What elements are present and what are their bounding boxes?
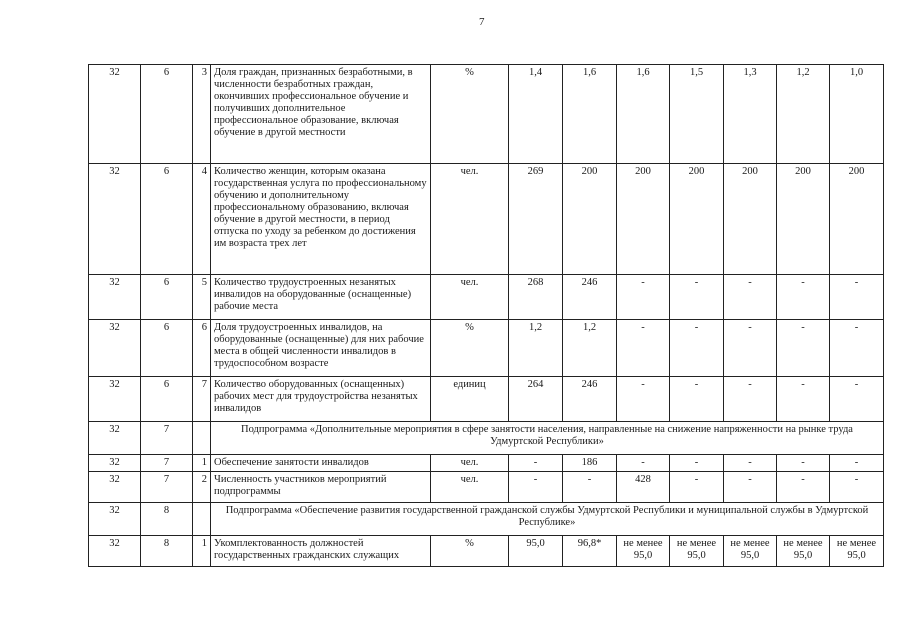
code-b: 6: [141, 320, 193, 377]
code-a: 32: [89, 455, 141, 472]
value-cell: -: [777, 320, 830, 377]
value-cell: 246: [563, 377, 617, 422]
code-b: 7: [141, 422, 193, 455]
code-b: 6: [141, 377, 193, 422]
indicator-name: Численность участников мероприятий подпрограммы: [211, 472, 431, 503]
unit-cell: чел.: [431, 455, 509, 472]
value-cell: -: [563, 472, 617, 503]
unit-cell: чел.: [431, 275, 509, 320]
code-a: 32: [89, 536, 141, 567]
value-cell: 186: [563, 455, 617, 472]
subprogram-row: [89, 503, 884, 536]
value-cell: 1,6: [617, 65, 670, 164]
code-b: 6: [141, 275, 193, 320]
code-c: 1: [193, 536, 211, 567]
value-cell: -: [617, 275, 670, 320]
value-cell: -: [777, 472, 830, 503]
code-c: 6: [193, 320, 211, 377]
code-a: 32: [89, 377, 141, 422]
value-cell: 1,0: [830, 65, 884, 164]
code-c: 7: [193, 377, 211, 422]
code-a: 32: [89, 320, 141, 377]
subprogram-row: [89, 422, 884, 455]
value-cell: -: [670, 472, 724, 503]
value-cell: -: [670, 377, 724, 422]
value-cell: 1,5: [670, 65, 724, 164]
code-b: 6: [141, 65, 193, 164]
value-cell: 428: [617, 472, 670, 503]
value-cell: 95,0: [509, 536, 563, 567]
value-cell: 269: [509, 164, 563, 275]
value-cell: -: [830, 455, 884, 472]
value-cell: не менее 95,0: [777, 536, 830, 567]
indicator-name: Количество трудоустроенных незанятых инвалидов на оборудованные (оснащенные) рабочие места: [211, 275, 431, 320]
value-cell: 264: [509, 377, 563, 422]
value-cell: -: [724, 455, 777, 472]
code-a: 32: [89, 422, 141, 455]
code-b: 7: [141, 472, 193, 503]
value-cell: -: [724, 320, 777, 377]
value-cell: -: [777, 377, 830, 422]
table-row: [89, 377, 884, 422]
value-cell: -: [509, 472, 563, 503]
indicator-name: Укомплектованность должностей государственных гражданских служащих: [211, 536, 431, 567]
value-cell: 1,2: [777, 65, 830, 164]
code-b: 8: [141, 503, 193, 536]
value-cell: 200: [724, 164, 777, 275]
value-cell: -: [617, 377, 670, 422]
value-cell: 200: [670, 164, 724, 275]
unit-cell: %: [431, 65, 509, 164]
code-c: 1: [193, 455, 211, 472]
value-cell: 1,3: [724, 65, 777, 164]
value-cell: 1,2: [563, 320, 617, 377]
value-cell: -: [670, 320, 724, 377]
table-row: [89, 536, 884, 567]
value-cell: -: [617, 455, 670, 472]
value-cell: 200: [777, 164, 830, 275]
page-number: 7: [479, 16, 485, 28]
subprogram-title: Подпрограмма «Дополнительные мероприятия в сфере занятости населения, направленные на снижение напряженности на рынке труда Удмуртской Республики»: [211, 422, 884, 455]
value-cell: -: [777, 275, 830, 320]
code-c: 3: [193, 65, 211, 164]
value-cell: -: [724, 472, 777, 503]
code-a: 32: [89, 472, 141, 503]
code-a: 32: [89, 503, 141, 536]
value-cell: -: [617, 320, 670, 377]
code-c: 2: [193, 472, 211, 503]
value-cell: 200: [563, 164, 617, 275]
value-cell: -: [830, 275, 884, 320]
value-cell: 1,6: [563, 65, 617, 164]
unit-cell: чел.: [431, 164, 509, 275]
indicator-name: Количество оборудованных (оснащенных) рабочих мест для трудоустройства незанятых инвалидов: [211, 377, 431, 422]
table-row: [89, 275, 884, 320]
table-row: [89, 164, 884, 275]
table-row: [89, 455, 884, 472]
value-cell: 200: [830, 164, 884, 275]
value-cell: -: [777, 455, 830, 472]
indicator-name: Доля трудоустроенных инвалидов, на оборудованные (оснащенные) для них рабочие места в общей численности инвалидов в трудоспособном возрасте: [211, 320, 431, 377]
value-cell: -: [670, 275, 724, 320]
value-cell: 1,2: [509, 320, 563, 377]
value-cell: не менее 95,0: [724, 536, 777, 567]
value-cell: 246: [563, 275, 617, 320]
indicator-name: Доля граждан, признанных безработными, в численности безработных граждан, окончивших профессиональное обучение и получивших дополнительное профессиональное образование, включая обучение в другой местности: [211, 65, 431, 164]
value-cell: не менее 95,0: [670, 536, 724, 567]
indicator-name: Количество женщин, которым оказана государственная услуга по профессиональному обучению и дополнительному профессиональному образованию, включая обучение в другой местности, в период отпуска по уходу за ребенком до достижения им возраста трех лет: [211, 164, 431, 275]
indicator-name: Обеспечение занятости инвалидов: [211, 455, 431, 472]
value-cell: 268: [509, 275, 563, 320]
value-cell: -: [509, 455, 563, 472]
code-a: 32: [89, 275, 141, 320]
code-c: [193, 422, 211, 455]
value-cell: -: [724, 377, 777, 422]
value-cell: 96,8*: [563, 536, 617, 567]
unit-cell: единиц: [431, 377, 509, 422]
code-b: 6: [141, 164, 193, 275]
value-cell: 1,4: [509, 65, 563, 164]
value-cell: не менее 95,0: [830, 536, 884, 567]
indicators-table: [88, 64, 884, 567]
subprogram-title: Подпрограмма «Обеспечение развития государственной гражданской службы Удмуртской Республики и муниципальной службы в Удмуртской Республике»: [211, 503, 884, 536]
unit-cell: %: [431, 536, 509, 567]
value-cell: не менее 95,0: [617, 536, 670, 567]
code-a: 32: [89, 65, 141, 164]
unit-cell: чел.: [431, 472, 509, 503]
value-cell: -: [724, 275, 777, 320]
value-cell: -: [670, 455, 724, 472]
unit-cell: %: [431, 320, 509, 377]
table-row: [89, 320, 884, 377]
code-b: 8: [141, 536, 193, 567]
code-b: 7: [141, 455, 193, 472]
value-cell: -: [830, 377, 884, 422]
code-a: 32: [89, 164, 141, 275]
value-cell: 200: [617, 164, 670, 275]
value-cell: -: [830, 472, 884, 503]
value-cell: -: [830, 320, 884, 377]
code-c: 4: [193, 164, 211, 275]
table-row: [89, 65, 884, 164]
code-c: 5: [193, 275, 211, 320]
code-c: [193, 503, 211, 536]
table-row: [89, 472, 884, 503]
